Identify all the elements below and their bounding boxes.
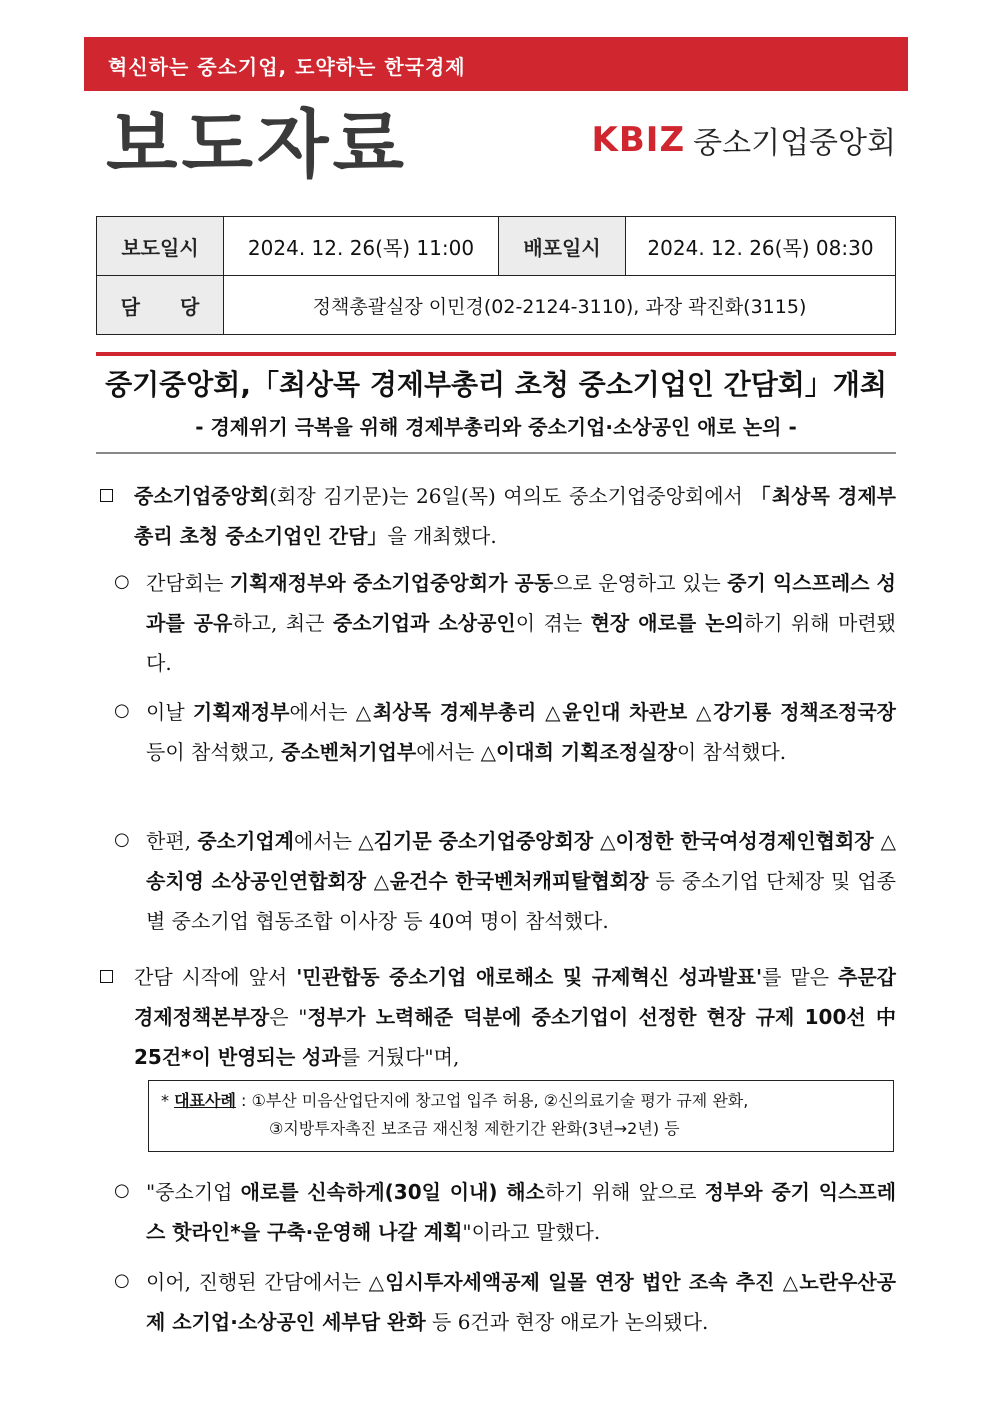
emphasis-text: 애로를 신속하게(30일 이내) 해소: [240, 1180, 545, 1204]
emphasis-text: 중소기업계: [197, 829, 294, 853]
body-text: 하기 위해 마련됐다.: [146, 611, 896, 675]
headline: 중기중앙회,「최상목 경제부총리 초청 중소기업인 간담회」개최: [105, 368, 887, 401]
emphasis-text: '민관합동 중소기업 애로해소 및 규제혁신 성과발표': [296, 965, 763, 989]
body-text: 를 거뒀다"며,: [340, 1045, 460, 1069]
distribution-label: 배포일시: [499, 217, 626, 276]
circle-bullet-icon: ○: [114, 700, 130, 721]
body-text: 를 맡은: [762, 965, 839, 989]
paragraph-7: [146, 1262, 896, 1342]
gray-divider: [96, 452, 896, 454]
representative-cases-note: [148, 1080, 894, 1152]
body-text: "중소기업: [146, 1180, 241, 1204]
emphasis-text: 중기 익스프레스 성과를 공유: [146, 571, 896, 635]
paragraph-5: [134, 957, 896, 1077]
subheadline: - 경제위기 극복을 위해 경제부총리와 중소기업·소상공인 애로 논의 -: [195, 415, 797, 439]
note-label: 대표사례: [174, 1091, 236, 1110]
body-text: 이어, 진행된 간담에서는: [146, 1270, 369, 1294]
manager-label: 담 당: [97, 276, 224, 335]
square-bullet-icon: [100, 489, 113, 502]
body-text: 등이 참석했고,: [146, 740, 281, 764]
body-text: 에서는: [293, 829, 359, 853]
body-text: 을 개최했다.: [387, 524, 497, 548]
body-text: 으로 운영하고 있는: [553, 571, 728, 595]
paragraph-1: [134, 476, 896, 556]
square-bullet-icon: [100, 970, 113, 983]
emphasis-text: 「최상목 경제부총리 초청 중소기업인 간담」: [134, 484, 896, 548]
paragraph-6: [146, 1172, 896, 1252]
release-value: 2024. 12. 26(목) 11:00: [224, 217, 499, 276]
emphasis-text: 중소기업과 소상공인: [332, 611, 516, 635]
logo-kbiz-text: KBIZ: [591, 120, 686, 160]
emphasis-text: 기획재정부: [192, 700, 290, 724]
paragraph-2: [146, 563, 896, 683]
body-text: 에서는: [289, 700, 356, 724]
paragraph-4: [146, 821, 896, 941]
emphasis-text: △임시투자세액공제 일몰 연장 법안 조속 추진 △노란우산공제 소기업·소상공인 세부담 완화: [146, 1270, 896, 1334]
circle-bullet-icon: ○: [114, 829, 130, 850]
emphasis-text: 현장 애로를 논의: [590, 611, 744, 635]
emphasis-text: △김기문 중소기업중앙회장 △이정한 한국여성경제인협회장 △송치영 소상공인연합회장 △윤건수 한국벤처캐피탈협회장: [146, 829, 896, 893]
manager-row: [97, 276, 896, 335]
doc-type-title: 보도자료: [106, 102, 408, 188]
note-line-1: * 대표사례 : ①부산 미음산업단지에 창고업 입주 허용, ②신의료기술 평가 규제 완화,: [161, 1091, 749, 1110]
body-text: 한편,: [146, 829, 198, 853]
banner-slogan: 혁신하는 중소기업, 도약하는 한국경제: [108, 55, 466, 79]
circle-bullet-icon: ○: [114, 571, 130, 592]
body-text: 하고, 최근: [232, 611, 333, 635]
kbiz-logo: [592, 120, 896, 160]
emphasis-text: 기획재정부와 중소기업중앙회가 공동: [229, 571, 554, 595]
emphasis-text: 추문갑 경제정책본부장: [134, 965, 896, 1029]
note-text-1: : ①부산 미음산업단지에 창고업 입주 허용, ②신의료기술 평가 규제 완화,: [235, 1091, 749, 1110]
release-label: 보도일시: [97, 217, 224, 276]
emphasis-text: 정부와 중기 익스프레스 핫라인*을 구축·운영해 나갈 계획: [146, 1180, 897, 1244]
body-text: 이 겪는: [515, 611, 591, 635]
distribution-value: 2024. 12. 26(목) 08:30: [626, 217, 896, 276]
body-text: 이 참석했다.: [676, 740, 787, 764]
logo-org-text: 중소기업중앙회: [693, 126, 896, 161]
circle-bullet-icon: ○: [114, 1180, 130, 1201]
emphasis-text: △최상목 경제부총리 △윤인대 차관보 △강기룡 정책조정국장: [355, 700, 896, 724]
body-text: 에서는: [416, 740, 481, 764]
body-text: 하기 위해 앞으로: [544, 1180, 705, 1204]
red-divider: [96, 352, 896, 356]
release-row: [97, 217, 896, 276]
body-text: 간담회는: [146, 571, 230, 595]
body-text: 등 6건과 현장 애로가 논의됐다.: [425, 1310, 709, 1334]
note-line-2: ③지방투자촉진 보조금 재신청 제한기간 완화(3년→2년) 등: [269, 1119, 680, 1138]
emphasis-text: 중소벤처기업부: [281, 740, 417, 764]
manager-value: 정책총괄실장 이민경(02-2124-3110), 과장 곽진화(3115): [224, 276, 896, 335]
emphasis-text: △이대희 기획조정실장: [480, 740, 677, 764]
body-text: 등 중소기업 단체장 및 업종별 중소기업 협동조합 이사장 등 40여 명이 참석했다.: [146, 869, 896, 933]
body-text: 간담 시작에 앞서: [134, 965, 297, 989]
paragraph-3: [146, 692, 896, 772]
slogan-banner: [84, 37, 908, 91]
emphasis-text: 중소기업중앙회: [134, 484, 270, 508]
body-text: (회장 김기문)는 26일(목) 여의도 중소기업중앙회에서: [269, 484, 751, 508]
body-text: "이라고 말했다.: [462, 1220, 601, 1244]
circle-bullet-icon: ○: [114, 1270, 130, 1291]
emphasis-text: 정부가 노력해준 덕분에 중소기업이 선정한 현장 규제 100선 中 25건*이 반영되는 성과: [134, 1005, 896, 1069]
body-text: 은 ": [269, 1005, 308, 1029]
release-info-table: [96, 216, 896, 335]
body-text: 이날: [146, 700, 193, 724]
